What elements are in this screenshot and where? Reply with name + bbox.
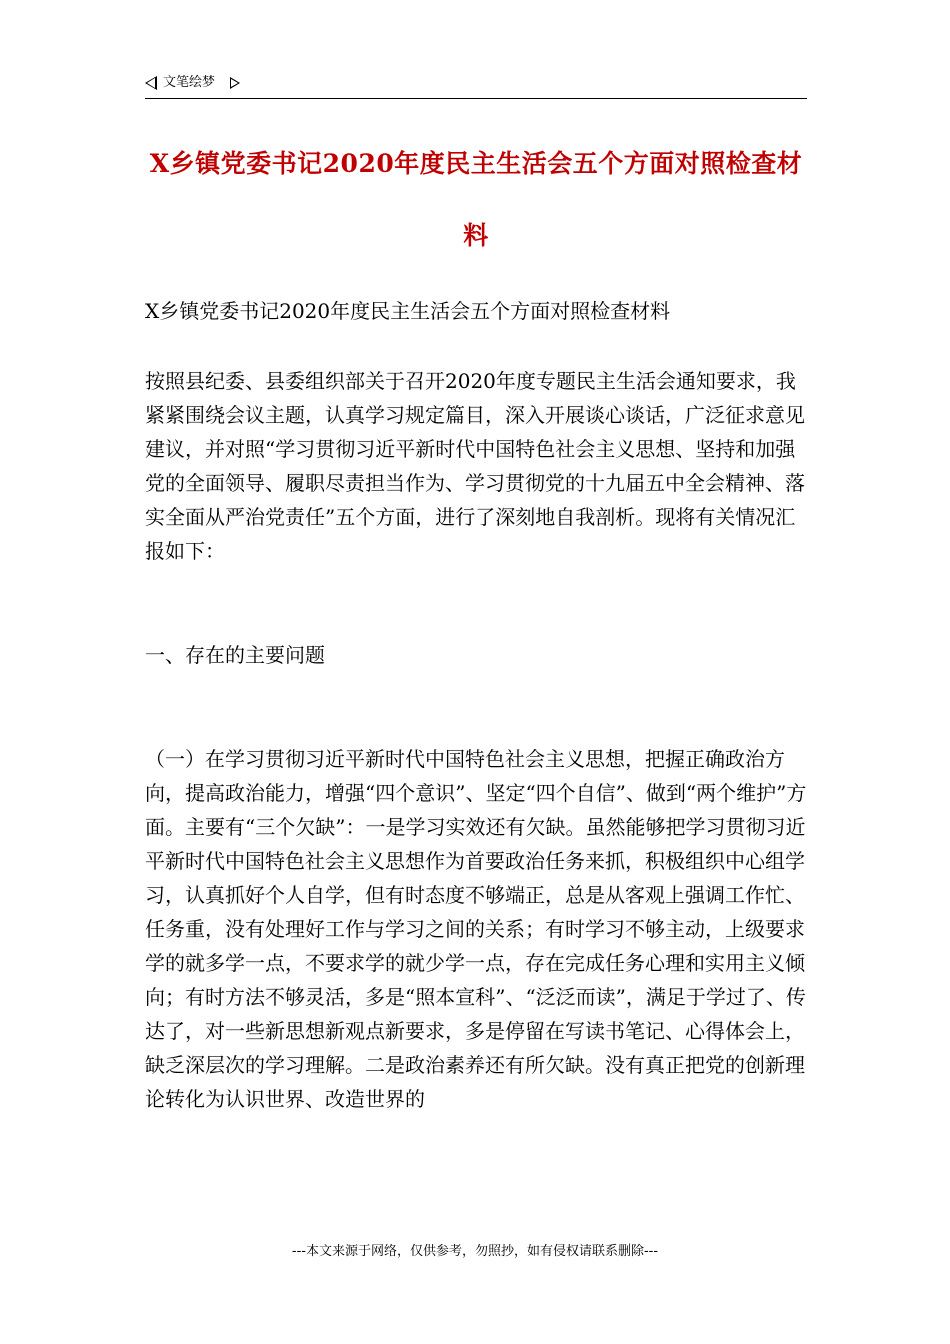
intro-paragraph: 按照县纪委、县委组织部关于召开2020年度专题民主生活会通知要求，我紧紧围绕会议主题，认真学习规定篇目，深入开展谈心谈话，广泛征求意见建议，并对照“学习贯彻习近平新时代中国特色社会主义思想、坚持和加强党的全面领导、履职尽责担当作为、学习贯彻党的十九届五中全会精神、落实全面从严治党责任”五个方面，进行了深刻地自我剖析。现将有关情况汇报如下：: [145, 369, 805, 563]
document-subtitle: X乡镇党委书记2020年度民主生活会五个方面对照检查材料: [145, 299, 671, 323]
section-paragraph: （一）在学习贯彻习近平新时代中国特色社会主义思想，把握正确政治方向，提高政治能力，增强“四个意识”、坚定“四个自信”、做到“两个维护”方面。主要有“三个欠缺”：一是学习实效还有欠缺。虽然能够把学习贯彻习近平新时代中国特色社会主义思想作为首要政治任务来抓，积极组织中心组学习，认真抓好个人自学，但有时态度不够端正，总是从客观上强调工作忙、任务重，没有处理好工作与学习之间的关系；有时学习不够主动，上级要求学的就多学一点，不要求学的就少学一点，存在完成任务心理和实用主义倾向；有时方法不够灵活，多是“照本宣科”、“泛泛而读”，满足于学过了、传达了，对一些新思想新观点新要求，多是停留在写读书笔记、心得体会上，缺乏深层次的学习理解。二是政治素养还有所欠缺。没有真正把党的创新理论转化为认识世界、改造世界的: [145, 747, 807, 1111]
document-body: [145, 294, 810, 1116]
page-footer: ---本文来源于网络，仅供参考，勿照抄，如有侵权请联系删除---: [291, 1244, 659, 1259]
document-title: X乡镇党委书记2020年度民主生活会五个方面对照检查材料: [149, 149, 803, 250]
section-heading: 一、存在的主要问题: [145, 643, 325, 667]
triangle-right-icon: [230, 77, 240, 89]
header-brand-text: 文笔绘梦: [163, 75, 216, 90]
page-header: [145, 74, 807, 99]
triangle-left-icon: [145, 76, 157, 90]
